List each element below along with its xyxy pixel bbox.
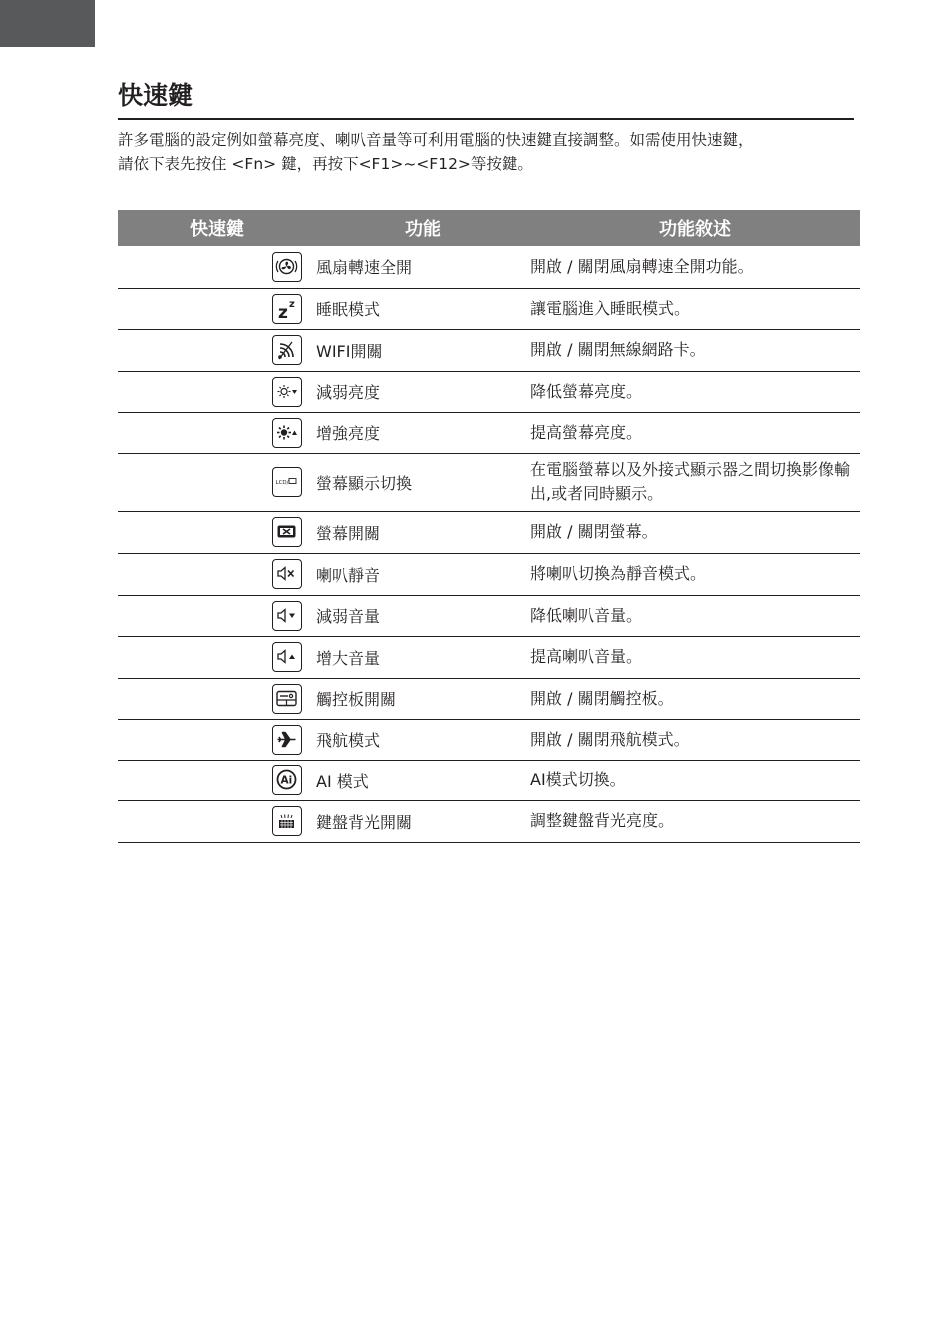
brightness-down-icon <box>272 377 302 407</box>
brightness-down-icon-graphic <box>273 378 300 405</box>
keyboard-backlight-icon-graphic <box>273 807 300 834</box>
description-cell: 開啟 / 關閉觸控板。 <box>530 678 860 719</box>
function-cell: 鍵盤背光開關 <box>316 800 530 842</box>
hotkey-cell <box>118 453 316 511</box>
intro-text <box>118 128 858 176</box>
volume-up-icon-graphic <box>273 643 300 670</box>
table-row <box>118 719 860 760</box>
icon-label: LCD/ <box>275 480 289 486</box>
hotkey-cell <box>118 760 316 800</box>
airplane-icon-graphic <box>273 726 300 753</box>
hotkey-cell <box>118 800 316 842</box>
table-row <box>118 636 860 678</box>
hotkey-cell <box>118 719 316 760</box>
function-cell: 增強亮度 <box>316 412 530 453</box>
description-cell: 開啟 / 關閉無線網路卡。 <box>530 329 860 371</box>
volume-up-icon <box>272 642 302 672</box>
description-cell: 讓電腦進入睡眠模式。 <box>530 288 860 329</box>
function-cell: 增大音量 <box>316 636 530 678</box>
table-row <box>118 800 860 842</box>
ai-icon-graphic <box>273 766 300 793</box>
touchpad-icon <box>272 684 302 714</box>
table-row <box>118 511 860 553</box>
svg-text:Ai: Ai <box>280 774 293 787</box>
description-cell: 降低螢幕亮度。 <box>530 371 860 412</box>
table-header-row <box>118 210 860 246</box>
table-row <box>118 760 860 800</box>
title-rule <box>118 118 854 120</box>
brightness-up-icon-graphic <box>273 419 300 446</box>
wifi-icon <box>272 335 302 365</box>
hotkey-table <box>118 210 860 843</box>
header-description: 功能敘述 <box>530 210 860 246</box>
description-cell: 開啟 / 關閉飛航模式。 <box>530 719 860 760</box>
page-title: 快速鍵 <box>118 81 194 110</box>
function-cell: 減弱亮度 <box>316 371 530 412</box>
table-row <box>118 246 860 288</box>
fan-icon-graphic <box>273 253 300 280</box>
description-cell: 提高喇叭音量。 <box>530 636 860 678</box>
brightness-up-icon <box>272 418 302 448</box>
screen-off-icon <box>272 517 302 547</box>
intro-line-2: 請依下表先按住 <Fn> 鍵，再按下<F1>~<F12>等按鍵。 <box>118 155 533 173</box>
function-cell: AI 模式 <box>316 760 530 800</box>
description-cell: 將喇叭切換為靜音模式。 <box>530 553 860 595</box>
wifi-icon-graphic <box>273 336 300 363</box>
volume-down-icon-graphic <box>273 602 300 629</box>
touchpad-icon-graphic <box>273 685 300 712</box>
description-cell: 在電腦螢幕以及外接式顯示器之間切換影像輸出,或者同時顯示。 <box>530 453 860 511</box>
keyboard-backlight-icon <box>272 806 302 836</box>
function-cell: 減弱音量 <box>316 595 530 636</box>
hotkey-cell <box>118 246 316 288</box>
hotkey-cell <box>118 371 316 412</box>
function-cell: 喇叭靜音 <box>316 553 530 595</box>
description-cell: 降低喇叭音量。 <box>530 595 860 636</box>
svg-text:z: z <box>278 302 288 322</box>
function-cell: 觸控板開關 <box>316 678 530 719</box>
display-switch-icon-graphic <box>273 468 300 495</box>
sleep-icon-graphic <box>273 295 300 322</box>
description-cell: 開啟 / 關閉風扇轉速全開功能。 <box>530 246 860 288</box>
header-hotkey: 快速鍵 <box>118 210 316 246</box>
function-cell: 螢幕顯示切換 <box>316 453 530 511</box>
table-row <box>118 553 860 595</box>
hotkey-cell <box>118 678 316 719</box>
hotkey-cell <box>118 636 316 678</box>
table-row <box>118 412 860 453</box>
table-row <box>118 595 860 636</box>
description-cell: AI模式切換。 <box>530 760 860 800</box>
sleep-icon <box>272 294 302 324</box>
hotkey-cell <box>118 595 316 636</box>
mute-icon <box>272 559 302 589</box>
hotkey-cell <box>118 288 316 329</box>
volume-down-icon <box>272 601 302 631</box>
description-cell: 開啟 / 關閉螢幕。 <box>530 511 860 553</box>
function-cell: 睡眠模式 <box>316 288 530 329</box>
page-corner-tab <box>0 0 95 47</box>
intro-line-1: 許多電腦的設定例如螢幕亮度、喇叭音量等可利用電腦的快速鍵直接調整。如需使用快速鍵， <box>118 131 754 149</box>
description-cell: 提高螢幕亮度。 <box>530 412 860 453</box>
screen-off-icon-graphic <box>273 518 300 545</box>
airplane-icon <box>272 725 302 755</box>
table-row <box>118 371 860 412</box>
hotkey-cell <box>118 511 316 553</box>
mute-icon-graphic <box>273 560 300 587</box>
table-row <box>118 678 860 719</box>
hotkey-cell <box>118 553 316 595</box>
function-cell: 螢幕開關 <box>316 511 530 553</box>
svg-text:z: z <box>289 298 295 310</box>
function-cell: WIFI開關 <box>316 329 530 371</box>
display-switch-icon <box>272 467 302 497</box>
fan-icon <box>272 252 302 282</box>
header-function: 功能 <box>316 210 530 246</box>
table-row <box>118 453 860 511</box>
hotkey-cell <box>118 412 316 453</box>
ai-icon <box>272 765 302 795</box>
table-row <box>118 288 860 329</box>
description-cell: 調整鍵盤背光亮度。 <box>530 800 860 842</box>
table-row <box>118 329 860 371</box>
hotkey-cell <box>118 329 316 371</box>
function-cell: 風扇轉速全開 <box>316 246 530 288</box>
function-cell: 飛航模式 <box>316 719 530 760</box>
